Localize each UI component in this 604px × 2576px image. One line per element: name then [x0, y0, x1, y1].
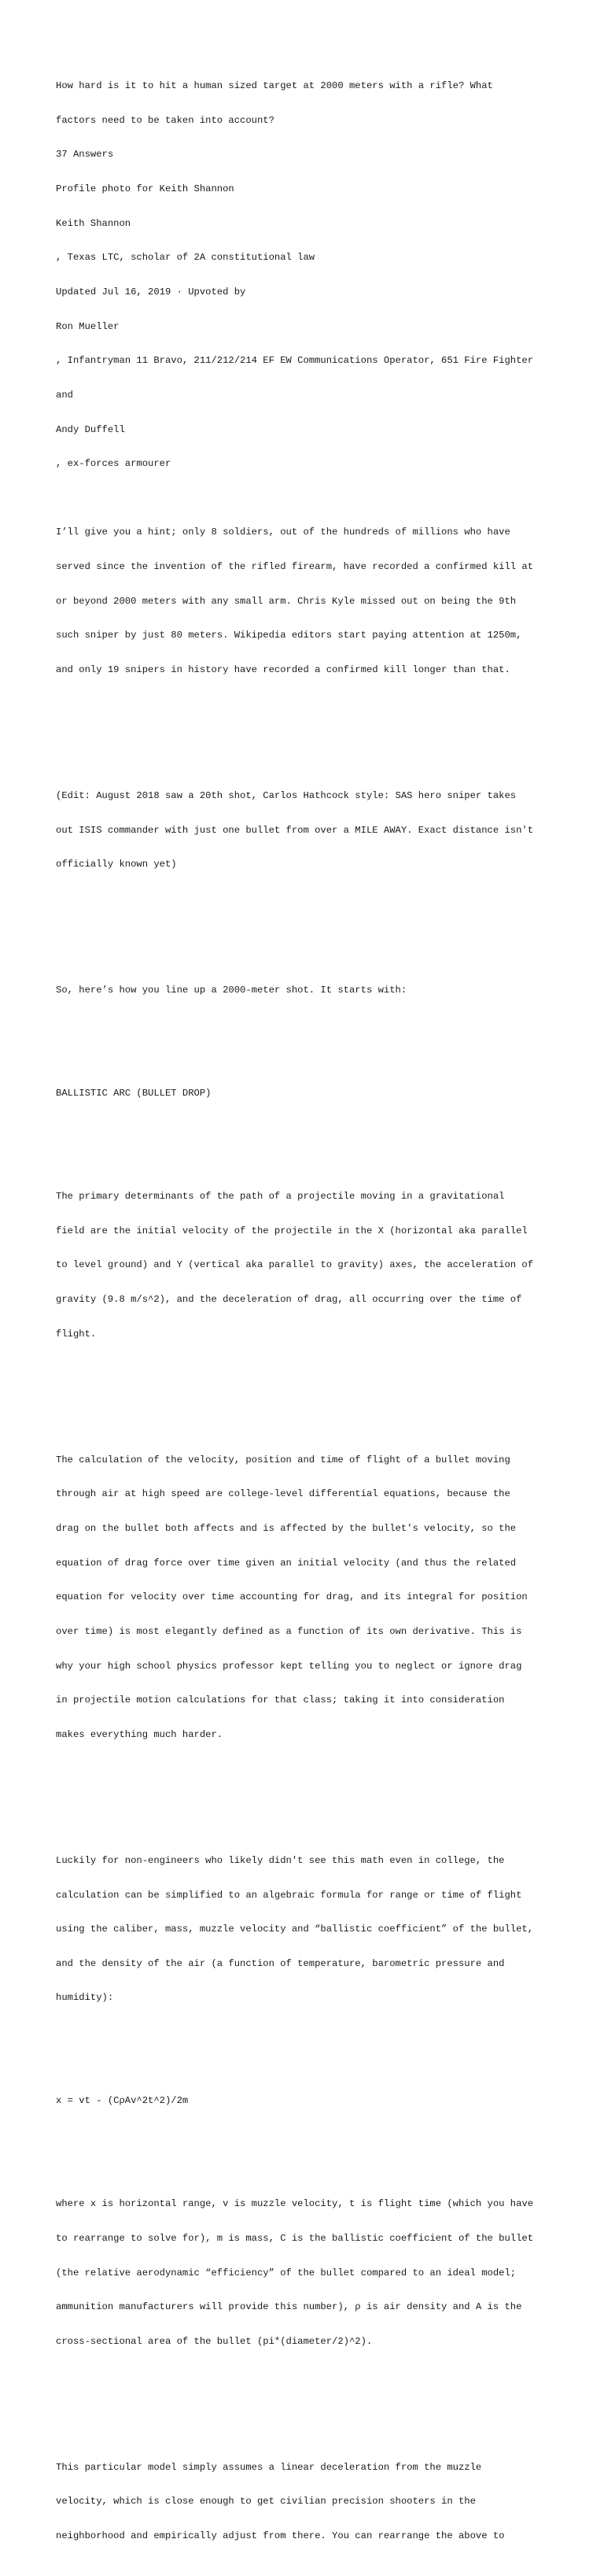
paragraph-line: using the caliber, mass, muzzle velocity and “ballistic coefficient” of the bullet,	[56, 1924, 534, 1935]
paragraph-line: field are the initial velocity of the projectile in the X (horizontal aka parallel	[56, 1225, 528, 1236]
upvoter-1-name: Ron Mueller	[56, 320, 120, 332]
paragraph-line: ammunition manufacturers will provide this number), ρ is air density and A is the	[56, 2301, 522, 2313]
paragraph-gap	[56, 1042, 575, 1054]
upvoter-2-name: Andy Duffell	[56, 423, 125, 435]
upvoter-1-credential-line-2: and	[56, 389, 73, 401]
profile-photo-label: Profile photo for Keith Shannon	[56, 183, 234, 195]
paragraph-gap	[56, 1385, 575, 1397]
section-heading: BALLISTIC ARC (BULLET DROP)	[56, 1088, 212, 1100]
paragraph-line: where x is horizontal range, v is muzzle velocity, t is flight time (which you have	[56, 2198, 534, 2210]
paragraph-line: to level ground) and Y (vertical aka parallel to gravity) axes, the acceleration of	[56, 1259, 534, 1271]
paragraph-4	[56, 1168, 575, 1362]
paragraph-line: and the density of the air (a function of temperature, barometric pressure and	[56, 1957, 505, 1969]
formula: x = vt - (CρAv^2t^2)/2m	[56, 2095, 189, 2107]
paragraph-line: in projectile motion calculations for that class; taking it into consideration	[56, 1695, 505, 1706]
paragraph-gap	[56, 1787, 575, 1798]
paragraph-gap	[56, 916, 575, 928]
paragraph-gap	[56, 2130, 575, 2142]
paragraph-line: drag on the bullet both affects and is affected by the bullet's velocity, so the	[56, 1523, 517, 1534]
paragraph-6	[56, 1832, 575, 2027]
question-title-line-2: factors need to be taken into account?	[56, 114, 274, 126]
paragraph-line: (Edit: August 2018 saw a 20th shot, Carlos Hathcock style: SAS hero sniper takes	[56, 790, 517, 801]
paragraph-line: velocity, which is close enough to get civilian precision shooters in the	[56, 2496, 476, 2508]
paragraph-line: The primary determinants of the path of a projectile moving in a gravitational	[56, 1191, 505, 1203]
paragraph-line: Luckily for non-engineers who likely didn't see this math even in college, the	[56, 1854, 505, 1866]
paragraph-gap	[56, 2393, 575, 2405]
paragraph-line: equation for velocity over time accounting for drag, and its integral for position	[56, 1591, 528, 1603]
paragraph-line: gravity (9.8 m/s^2), and the deceleration of drag, all occurring over the time of	[56, 1294, 522, 1306]
question-title-line-1: How hard is it to hit a human sized target at 2000 meters with a rifle? What	[56, 80, 493, 92]
author-name: Keith Shannon	[56, 217, 131, 229]
paragraph-line: I’ll give you a hint; only 8 soldiers, out of the hundreds of millions who have	[56, 527, 510, 538]
document-page	[56, 57, 575, 2576]
paragraph-7	[56, 2175, 575, 2370]
paragraph-3	[56, 962, 575, 1019]
paragraph-line: calculation can be simplified to an algebraic formula for range or time of flight	[56, 1889, 522, 1901]
paragraph-line: why your high school physics professor kept telling you to neglect or ignore drag	[56, 1660, 522, 1672]
paragraph-line: to rearrange to solve for), m is mass, C is the ballistic coefficient of the bullet	[56, 2232, 534, 2244]
paragraph-line: (the relative aerodynamic “efficiency” of the bullet compared to an ideal model;	[56, 2267, 517, 2278]
paragraph-line: over time) is most elegantly defined as a function of its own derivative. This is	[56, 1625, 522, 1637]
paragraph-line: through air at high speed are college-level differential equations, because the	[56, 1488, 510, 1500]
updated-line: Updated Jul 16, 2019 · Upvoted by	[56, 286, 246, 298]
paragraph-gap	[56, 722, 575, 734]
paragraph-line: neighborhood and empirically adjust from there. You can rearrange the above to	[56, 2530, 505, 2542]
paragraph-line: This particular model simply assumes a linear deceleration from the muzzle	[56, 2461, 482, 2473]
paragraph-line: makes everything much harder.	[56, 1728, 223, 1740]
paragraph-line: So, here’s how you line up a 2000-meter shot. It starts with:	[56, 985, 407, 996]
paragraph-8	[56, 2439, 575, 2565]
paragraph-2	[56, 767, 575, 893]
paragraph-line: and only 19 snipers in history have recorded a confirmed kill longer than that.	[56, 663, 510, 675]
answers-count: 37 Answers	[56, 149, 114, 161]
upvoter-2-credential: , ex-forces armourer	[56, 458, 171, 470]
upvoter-1-credential-line-1: , Infantryman 11 Bravo, 211/212/214 EF EW Communications Operator, 651 Fire Fighter	[56, 355, 534, 367]
paragraph-line: officially known yet)	[56, 859, 177, 870]
paragraph-line: The calculation of the velocity, position and time of flight of a bullet moving	[56, 1454, 510, 1465]
paragraph-line: humidity):	[56, 1992, 114, 2004]
paragraph-line: or beyond 2000 meters with any small arm. Chris Kyle missed out on being the 9th	[56, 595, 517, 607]
paragraph-gap	[56, 2049, 575, 2061]
author-credential: , Texas LTC, scholar of 2A constitutional law	[56, 252, 315, 264]
paragraph-line: served since the invention of the rifled firearm, have recorded a confirmed kill at	[56, 561, 534, 573]
paragraph-1	[56, 504, 575, 698]
paragraph-line: out ISIS commander with just one bullet from over a MILE AWAY. Exact distance isn't	[56, 824, 534, 836]
paragraph-5	[56, 1432, 575, 1764]
paragraph-gap	[56, 1122, 575, 1134]
paragraph-line: flight.	[56, 1328, 97, 1340]
paragraph-line: such sniper by just 80 meters. Wikipedia editors start paying attention at 1250m,	[56, 630, 522, 641]
paragraph-line: cross-sectional area of the bullet (pi*(diameter/2)^2).	[56, 2335, 373, 2347]
paragraph-line: equation of drag force over time given an initial velocity (and thus the related	[56, 1557, 517, 1569]
